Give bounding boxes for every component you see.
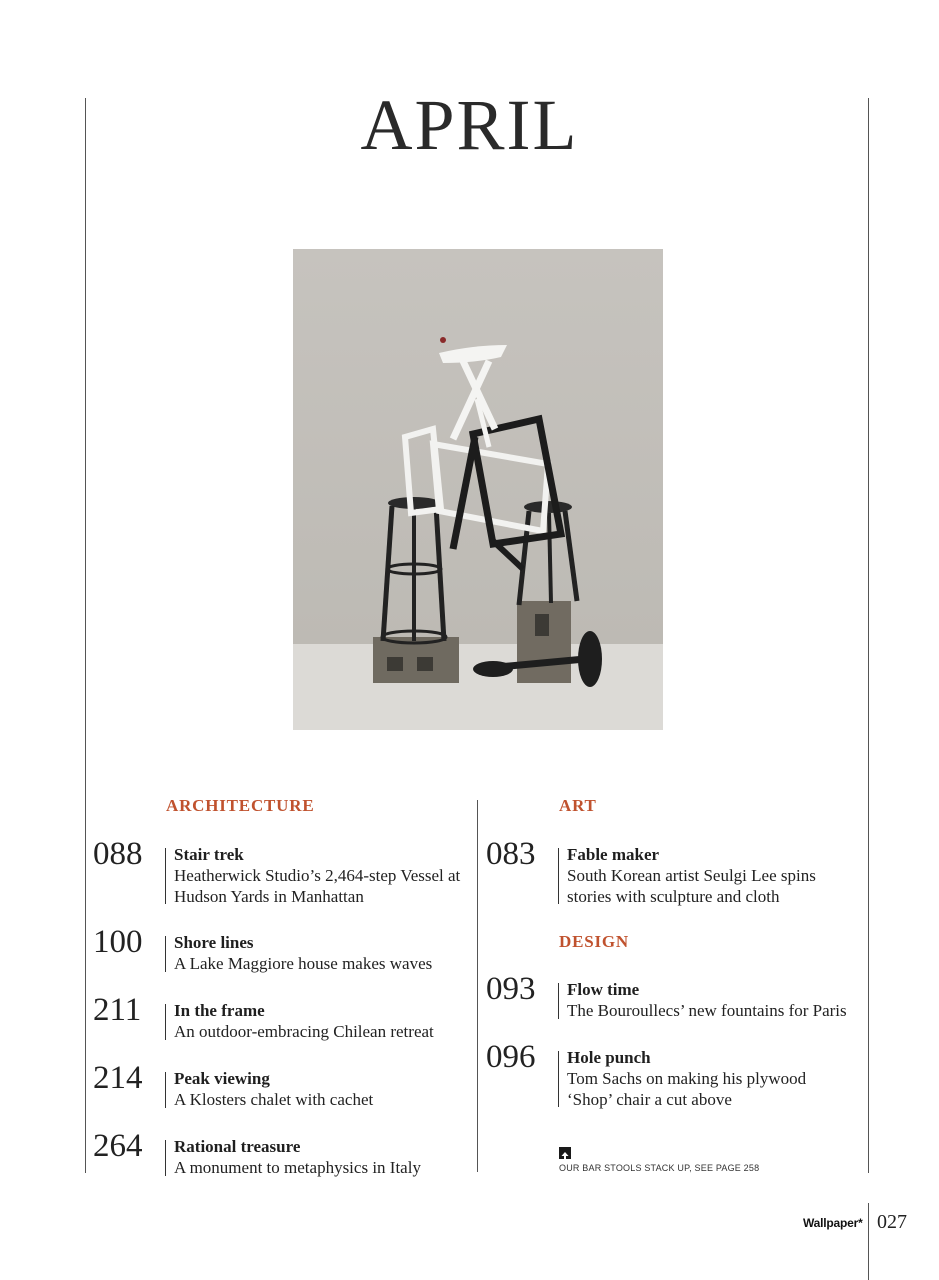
entry-rule [165, 936, 166, 972]
entry-description: Heatherwick Studio’s 2,464-step Vessel at Hudson Yards in Manhattan [174, 866, 461, 906]
entry-page-number: 083 [486, 836, 536, 872]
section-label-design: DESIGN [559, 932, 629, 951]
entry-rule [165, 848, 166, 904]
entry-description: A monument to metaphysics in Italy [174, 1158, 421, 1177]
entry-rule [558, 1051, 559, 1107]
entry-rule [165, 1140, 166, 1176]
entry-page-number: 096 [486, 1039, 536, 1075]
entry-description: A Klosters chalet with cachet [174, 1090, 374, 1109]
entry-headline: In the frame [174, 1001, 265, 1020]
entry-rule [165, 1004, 166, 1040]
entry-page-number: 093 [486, 971, 536, 1007]
entry-rule [165, 1072, 166, 1108]
photo-caption: OUR BAR STOOLS STACK UP, SEE PAGE 258 [559, 1163, 760, 1173]
entry-description: The Bouroullecs’ new fountains for Paris [567, 1001, 847, 1020]
entry-headline: Stair trek [174, 845, 244, 864]
section-label-art: ART [559, 796, 597, 815]
entry-headline: Rational treasure [174, 1137, 301, 1156]
entry-description: South Korean artist Seulgi Lee spins stories with sculpture and cloth [567, 866, 816, 906]
entry-page-number: 088 [93, 836, 143, 872]
entry-headline: Hole punch [567, 1048, 651, 1067]
brand-logo: Wallpaper* [803, 1216, 863, 1230]
section-label-architecture: ARCHITECTURE [166, 796, 315, 815]
entry-headline: Fable maker [567, 845, 660, 864]
entry-page-number: 211 [93, 992, 142, 1028]
entry-page-number: 100 [93, 924, 143, 960]
page-number: 027 [877, 1211, 907, 1233]
feature-photo [293, 249, 663, 730]
entry-rule [558, 983, 559, 1019]
entry-page-number: 264 [93, 1128, 143, 1164]
entry-headline: Peak viewing [174, 1069, 270, 1088]
entry-description: Tom Sachs on making his plywood ‘Shop’ chair a cut above [567, 1069, 807, 1109]
entry-rule [558, 848, 559, 904]
entry-headline: Flow time [567, 980, 640, 999]
entry-description: A Lake Maggiore house makes waves [174, 954, 433, 973]
footer-rule [868, 1203, 869, 1280]
entry-description: An outdoor-embracing Chilean retreat [174, 1022, 434, 1041]
arrow-up-icon [559, 1147, 571, 1159]
stacked-stools-illustration [293, 249, 663, 730]
entry-headline: Shore lines [174, 933, 254, 952]
entry-page-number: 214 [93, 1060, 143, 1096]
left-margin-rule [85, 98, 86, 1173]
column-divider [477, 800, 478, 1172]
page-title: APRIL [360, 85, 579, 165]
